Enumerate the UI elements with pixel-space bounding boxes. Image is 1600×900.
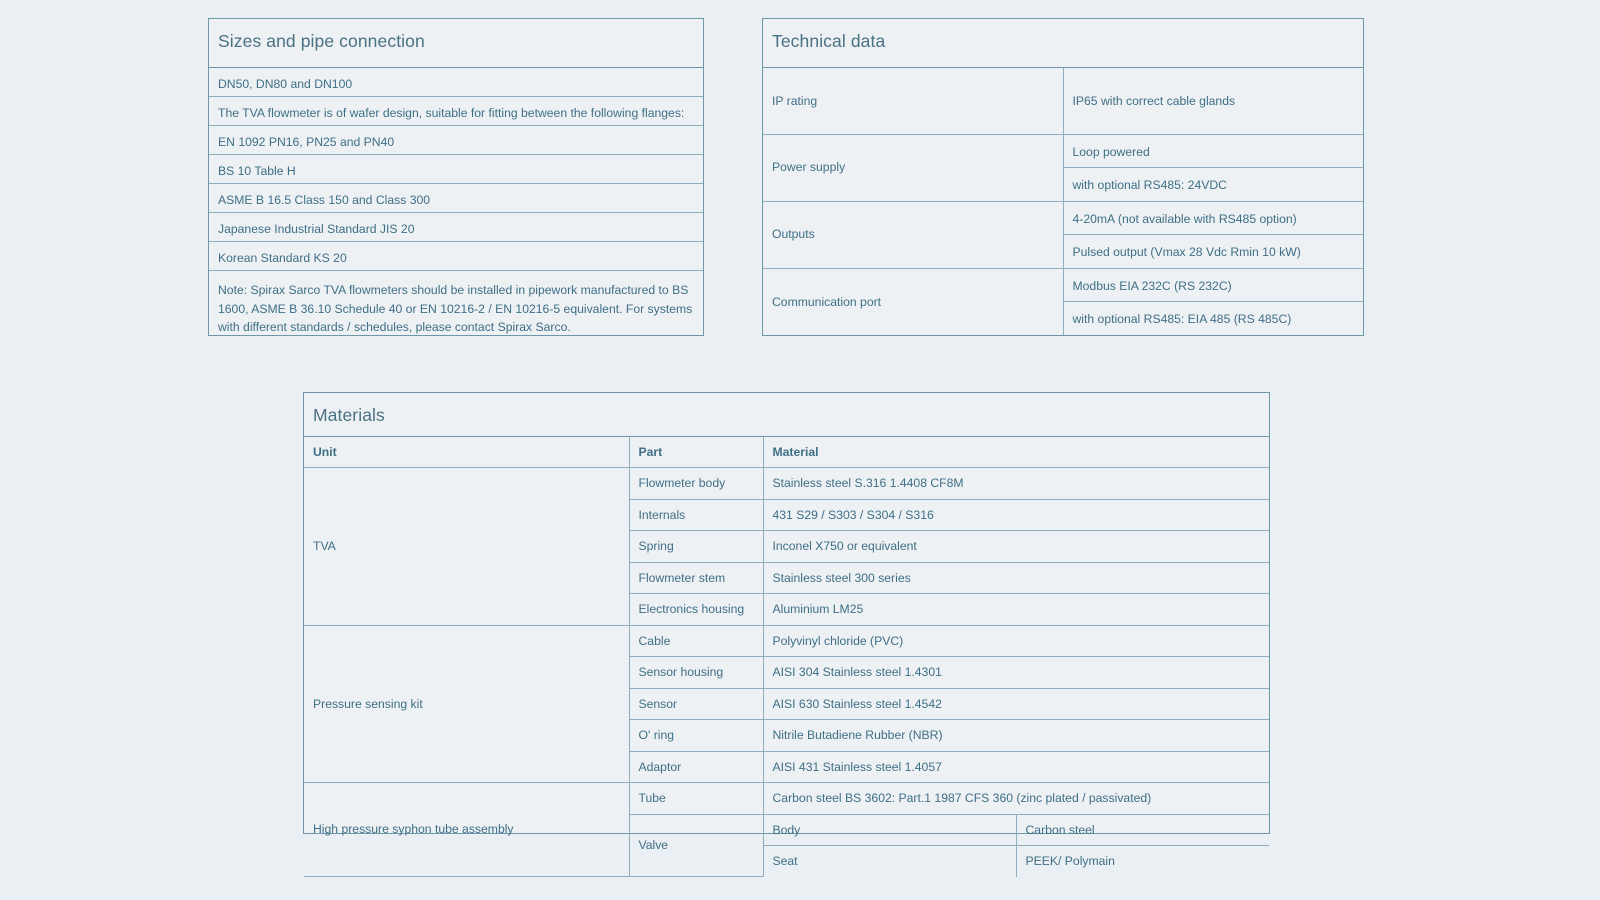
part-cell: Sensor housing: [629, 657, 763, 688]
list-item: Korean Standard KS 20: [209, 242, 703, 271]
materials-panel-title: Materials: [304, 393, 1269, 437]
technical-panel-title: Technical data: [763, 19, 1363, 68]
sizes-panel-note: Note: Spirax Sarco TVA flowmeters should be installed in pipework manufactured to BS 1600, ASME B 36.10 Schedule 40 or EN 10216-2 / EN 10216-5 equivalent. For systems with different standards / schedules, please contact Spirax Sarco.: [218, 283, 693, 335]
material-cell: AISI 304 Stainless steel 1.4301: [763, 657, 1269, 688]
part-cell: Spring: [629, 531, 763, 562]
material-cell: Carbon steel: [1016, 814, 1269, 845]
list-item: The TVA flowmeter is of wafer design, suitable for fitting between the following flanges:: [209, 97, 703, 126]
table-row: [763, 268, 1363, 335]
spec-value: Pulsed output (Vmax 28 Vdc Rmin 10 kW): [1072, 244, 1301, 259]
unit-cell: TVA: [304, 468, 629, 625]
material-cell: Inconel X750 or equivalent: [763, 531, 1269, 562]
list-item: EN 1092 PN16, PN25 and PN40: [209, 126, 703, 155]
spec-label: IP rating: [763, 68, 1063, 134]
spec-values: [1063, 201, 1363, 268]
part-cell: Internals: [629, 499, 763, 530]
spec-values: [1063, 268, 1363, 335]
material-cell: Carbon steel BS 3602: Part.1 1987 CFS 360 (zinc plated / passivated): [763, 783, 1269, 814]
list-item: BS 10 Table H: [209, 155, 703, 184]
sub-part-cell: Seat: [763, 846, 1016, 877]
part-cell: Flowmeter stem: [629, 562, 763, 593]
unit-cell: Pressure sensing kit: [304, 625, 629, 782]
material-cell: AISI 431 Stainless steel 1.4057: [763, 751, 1269, 782]
sub-part-cell: Body: [763, 814, 1016, 845]
spec-label: Outputs: [763, 201, 1063, 268]
part-cell: Cable: [629, 625, 763, 656]
spec-values: [1063, 68, 1363, 134]
table-row: [304, 783, 1269, 814]
list-item: Japanese Industrial Standard JIS 20: [209, 213, 703, 242]
materials-table: [304, 437, 1269, 877]
part-cell: Adaptor: [629, 751, 763, 782]
spec-value: with optional RS485: 24VDC: [1072, 177, 1227, 192]
table-row: [304, 625, 1269, 656]
spec-values: [1063, 134, 1363, 201]
spec-value: Modbus EIA 232C (RS 232C): [1064, 269, 1364, 302]
part-cell: Tube: [629, 783, 763, 814]
table-row: [763, 134, 1363, 201]
material-cell: PEEK/ Polymain: [1025, 854, 1115, 869]
part-cell: Flowmeter body: [629, 468, 763, 499]
materials-panel: [303, 392, 1270, 869]
spec-label: Communication port: [763, 268, 1063, 335]
unit-cell: High pressure syphon tube assembly: [304, 783, 629, 877]
sizes-and-pipe-connection-panel: [208, 18, 704, 336]
part-cell: Valve: [629, 814, 763, 876]
material-cell: AISI 630 Stainless steel 1.4542: [763, 688, 1269, 719]
spec-label: Power supply: [763, 134, 1063, 201]
table-row: [304, 468, 1269, 499]
material-cell: Stainless steel 300 series: [763, 562, 1269, 593]
material-cell: Stainless steel S.316 1.4408 CF8M: [763, 468, 1269, 499]
material-cell: Nitrile Butadiene Rubber (NBR): [763, 720, 1269, 751]
list-item: ASME B 16.5 Class 150 and Class 300: [209, 184, 703, 213]
spec-value: 4-20mA (not available with RS485 option): [1064, 202, 1364, 235]
part-cell: Electronics housing: [629, 594, 763, 625]
technical-spec-table: [763, 68, 1363, 335]
spec-value: Loop powered: [1064, 135, 1364, 168]
material-cell: Polyvinyl chloride (PVC): [763, 625, 1269, 656]
spec-value: IP65 with correct cable glands: [1072, 93, 1236, 108]
column-header-unit: Unit: [304, 437, 629, 468]
sizes-panel-rows: [209, 68, 703, 348]
sizes-panel-title: Sizes and pipe connection: [209, 19, 703, 68]
material-cell: 431 S29 / S303 / S304 / S316: [763, 499, 1269, 530]
part-cell: Sensor: [629, 688, 763, 719]
spec-value: with optional RS485: EIA 485 (RS 485C): [1072, 311, 1292, 326]
material-cell: Aluminium LM25: [763, 594, 1269, 625]
table-header-row: [304, 437, 1269, 468]
technical-data-panel: [762, 18, 1364, 336]
column-header-part: Part: [629, 437, 763, 468]
part-cell: O' ring: [629, 720, 763, 751]
list-item: DN50, DN80 and DN100: [209, 68, 703, 97]
table-row: [763, 201, 1363, 268]
table-row: [763, 68, 1363, 134]
column-header-material: Material: [763, 437, 1269, 468]
